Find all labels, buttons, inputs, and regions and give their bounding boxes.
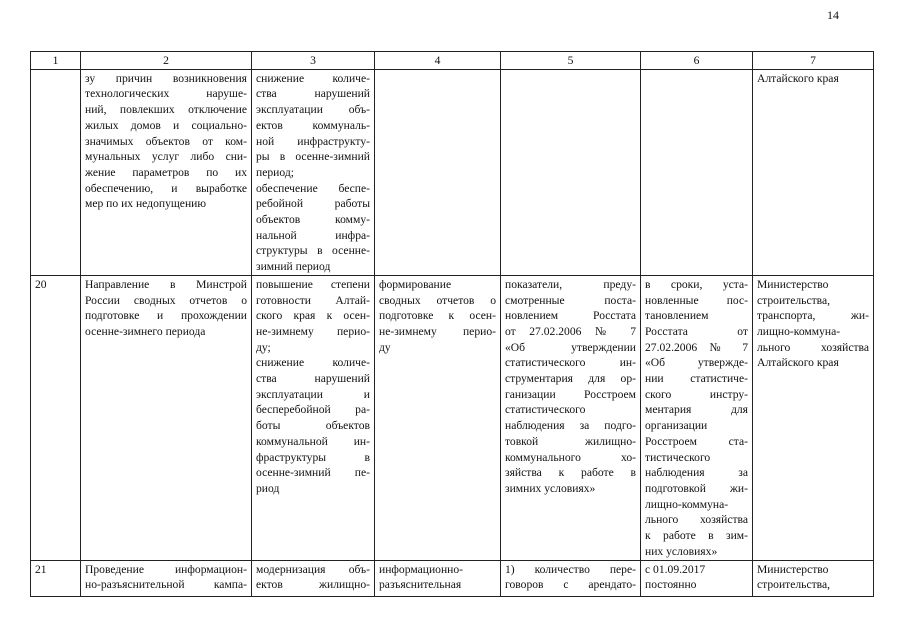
cell-text-line: тистического (645, 450, 711, 464)
cell-text-line: модернизация объ- (256, 562, 370, 576)
cell-text-line: ний, повлекших отключение (85, 103, 247, 117)
column-number: 4 (375, 52, 501, 70)
cell-text-line: Росстата от (645, 324, 748, 338)
cell-text-line: ганизации Росстроем (505, 387, 636, 401)
cell-text-line: них условиях» (645, 544, 718, 558)
cell-text-line: значимых объектов от ком- (85, 134, 247, 148)
column-number: 6 (641, 52, 753, 70)
deadline-cell (641, 560, 753, 596)
cell-text-line: говоров с арендато- (505, 578, 636, 592)
row-number-cell: 21 (31, 560, 81, 596)
row-number-cell: 20 (31, 275, 81, 560)
cell-text-line: строительства, (757, 578, 831, 592)
cell-text-line: нальной инфра- (256, 228, 370, 242)
column-number: 2 (81, 52, 252, 70)
cell-text-line: льного хозяйства (645, 513, 748, 527)
cell-text-line: ментария для (645, 403, 748, 417)
cell-text-line: Проведение информацион- (85, 562, 247, 576)
cell-text-line: подготовке к осен- (379, 309, 496, 323)
responsible-cell (753, 69, 874, 275)
cell-text-line: тановлением (645, 309, 709, 323)
cell-text-line: ду; (256, 340, 271, 354)
cell-text-line: лищно-коммуна- (645, 497, 729, 511)
indicator-cell (501, 560, 641, 596)
cell-text-line: смотренные поста- (505, 293, 636, 307)
cell-text-line: коммунального хо- (505, 450, 636, 464)
cell-text-line: товкой жилищно- (505, 434, 636, 448)
cell-text-line: показатели, преду- (505, 277, 636, 291)
cell-text-line: эксплуатации и (256, 387, 370, 401)
cell-text-line: ства нарушений (256, 87, 370, 101)
event-cell (81, 275, 252, 560)
cell-text-line: строительства, (757, 293, 831, 307)
cell-text-line: снижение количе- (256, 71, 370, 85)
column-number: 7 (753, 52, 874, 70)
cell-text-line: Министерство (757, 562, 829, 576)
deadline-cell (641, 69, 753, 275)
page-number: 14 (827, 8, 839, 22)
cell-text-line: обеспечение беспе- (256, 181, 370, 195)
cell-text-line: новлением Росстата (505, 309, 636, 323)
column-number-row (31, 52, 874, 70)
cell-text-line: ду (379, 340, 391, 354)
cell-text-line: подготовке и прохождении (85, 309, 247, 323)
form-cell (375, 275, 501, 560)
cell-text-line: зимних условиях» (505, 481, 596, 495)
indicator-cell (501, 275, 641, 560)
deadline-cell (641, 275, 753, 560)
column-number: 1 (31, 52, 81, 70)
result-cell (252, 560, 375, 596)
responsible-cell (753, 275, 874, 560)
cell-text-line: ектов жилищно- (256, 578, 370, 592)
result-cell (252, 275, 375, 560)
cell-text-line: риод (256, 481, 280, 495)
cell-text-line: готовности Алтай- (256, 293, 370, 307)
result-cell (252, 69, 375, 275)
cell-text-line: Алтайского края (757, 71, 839, 85)
cell-text-line: ной инфраструкту- (256, 134, 370, 148)
cell-text-line: от 27.02.2006 № 7 (505, 324, 636, 338)
cell-text-line: но-разъяснительной кампа- (85, 578, 247, 592)
cell-text-line: зу причин возникновения (85, 71, 247, 85)
cell-text-line: ского инстру- (645, 387, 748, 401)
cell-text-line: коммунальной ин- (256, 434, 370, 448)
cell-text-line: мунальных услуг либо сни- (85, 150, 247, 164)
cell-text-line: к работе в зим- (645, 529, 748, 543)
cell-text-line: Росстроем ста- (645, 434, 748, 448)
cell-text-line: период; (256, 165, 294, 179)
cell-text-line: Алтайского края (757, 356, 839, 370)
cell-text-line: жение параметров по их (85, 165, 247, 179)
cell-text-line: осенне-зимний пе- (256, 466, 370, 480)
cell-text-line: Министерство (757, 277, 829, 291)
cell-text-line: статистического (505, 403, 586, 417)
table-row (31, 69, 874, 275)
cell-text-line: транспорта, жи- (757, 309, 869, 323)
cell-text-line: бесперебойной ра- (256, 403, 370, 417)
indicator-cell (501, 69, 641, 275)
form-cell (375, 69, 501, 275)
cell-text-line: жилых домов и социально- (85, 118, 247, 132)
cell-text-line: организации (645, 419, 708, 433)
column-number: 5 (501, 52, 641, 70)
cell-text-line: снижение количе- (256, 356, 370, 370)
cell-text-line: эксплуатации объ- (256, 103, 370, 117)
cell-text-line: наблюдения за (645, 466, 748, 480)
event-cell (81, 69, 252, 275)
cell-text-line: фраструктуры в (256, 450, 370, 464)
cell-text-line: не-зимнему перио- (379, 324, 496, 338)
cell-text-line: формирование (379, 277, 452, 291)
responsible-cell (753, 560, 874, 596)
cell-text-line: не-зимнему перио- (256, 324, 370, 338)
cell-text-line: 27.02.2006 № 7 (645, 340, 748, 354)
cell-text-line: сводных отчетов о (379, 293, 496, 307)
cell-text-line: Направление в Минстрой (85, 277, 247, 291)
cell-text-line: подготовкой жи- (645, 481, 748, 495)
cell-text-line: боты объектов (256, 419, 370, 433)
form-cell (375, 560, 501, 596)
cell-text-line: новленные пос- (645, 293, 748, 307)
cell-text-line: ектов коммуналь- (256, 118, 370, 132)
cell-text-line: обеспечению, и выработке (85, 181, 247, 195)
cell-text-line: повышение степени (256, 277, 370, 291)
cell-text-line: мер по их недопущению (85, 197, 207, 211)
cell-text-line: зяйства к работе в (505, 466, 636, 480)
cell-text-line: в сроки, уста- (645, 277, 748, 291)
cell-text-line: технологических наруше- (85, 87, 247, 101)
cell-text-line: постоянно (645, 578, 697, 592)
cell-text-line: ства нарушений (256, 372, 370, 386)
cell-text-line: струментария для ор- (505, 372, 636, 386)
table-row (31, 560, 874, 596)
cell-text-line: осенне-зимнего периода (85, 324, 206, 338)
row-number-cell (31, 69, 81, 275)
cell-text-line: объектов комму- (256, 213, 370, 227)
cell-text-line: разъяснительная (379, 578, 462, 592)
cell-text-line: нии статистиче- (645, 372, 748, 386)
cell-text-line: информационно- (379, 562, 464, 576)
cell-text-line: статистического ин- (505, 356, 636, 370)
column-number: 3 (252, 52, 375, 70)
cell-text-line: структуры в осенне- (256, 244, 370, 258)
cell-text-line: зимний период (256, 260, 331, 274)
cell-text-line: ребойной работы (256, 197, 370, 211)
cell-text-line: ского края к осен- (256, 309, 370, 323)
cell-text-line: России сводных отчетов о (85, 293, 247, 307)
cell-text-line: ры в осенне-зимний (256, 150, 370, 164)
cell-text-line: лищно-коммуна- (757, 324, 841, 338)
event-cell (81, 560, 252, 596)
cell-text-line: «Об утверждении (505, 340, 636, 354)
cell-text-line: 1) количество пере- (505, 562, 636, 576)
plan-table (30, 51, 874, 597)
table-row (31, 275, 874, 560)
cell-text-line: льного хозяйства (757, 340, 869, 354)
cell-text-line: «Об утвержде- (645, 356, 748, 370)
cell-text-line: с 01.09.2017 (645, 562, 706, 576)
cell-text-line: наблюдения за подго- (505, 419, 636, 433)
